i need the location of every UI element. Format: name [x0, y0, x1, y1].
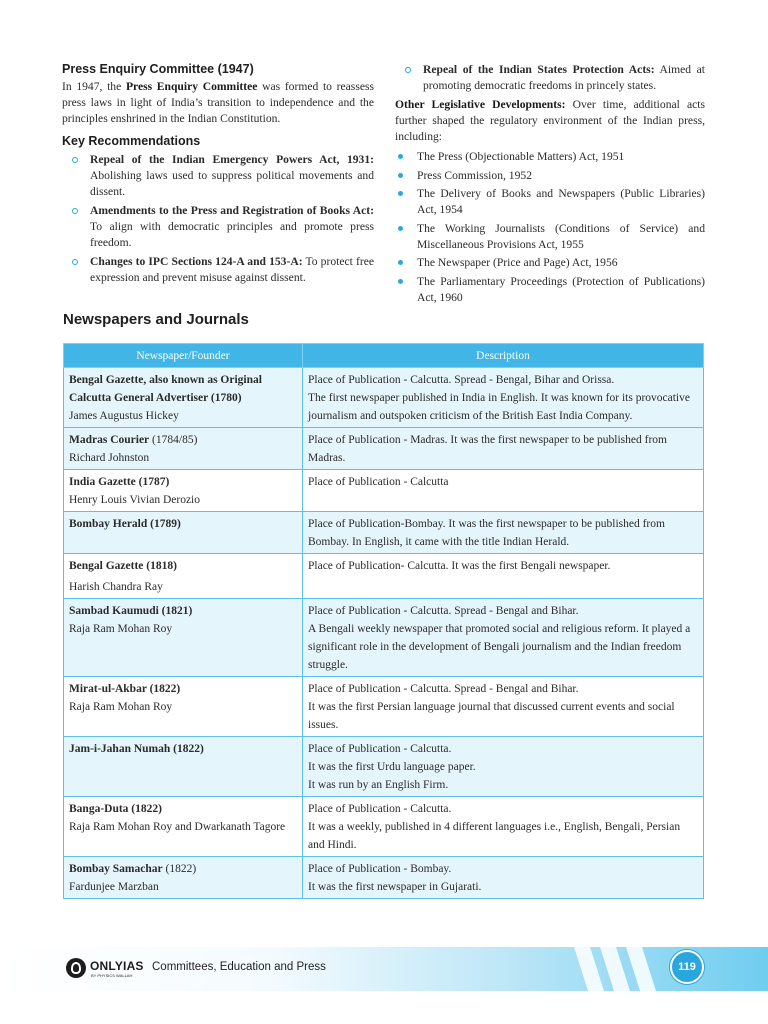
repeal-list [395, 62, 705, 94]
table-row: Banga-Duta (1822) Raja Ram Mohan Roy and Dwarkanath Tagore Place of Publication - Calcutta. It was a weekly, published in 4 different languages i.e., English, Bengali, Persian and Hindi. [64, 797, 704, 857]
list-item: The Working Journalists (Conditions of Service) and Miscellaneous Provisions Act, 1955 [395, 221, 705, 253]
circle-bullet-icon [72, 259, 78, 265]
brand-name: ONLYIAS [90, 959, 144, 973]
circle-bullet-icon [405, 67, 411, 73]
table-row: Madras Courier (1784/85) Richard Johnston Place of Publication - Madras. It was the first newspaper to be published from Madras. [64, 428, 704, 470]
right-column [395, 62, 705, 308]
newspapers-table [63, 343, 704, 899]
key-recommendations-heading: Key Recommendations [62, 134, 201, 148]
recommendations-list [62, 152, 374, 286]
list-item: The Parliamentary Proceedings (Protection of Publications) Act, 1960 [395, 274, 705, 306]
list-item: Changes to IPC Sections 124-A and 153-A: To protect free expression and prevent misuse against dissent. [62, 254, 374, 286]
dot-bullet-icon [398, 260, 403, 265]
brand-tagline: BY PHYSICS WALLAH [91, 973, 133, 978]
dot-bullet-icon [398, 173, 403, 178]
list-item: The Newspaper (Price and Page) Act, 1956 [395, 255, 705, 271]
table-row: Bombay Samachar (1822) Fardunjee Marzban Place of Publication - Bombay. It was the first newspaper in Gujarati. [64, 857, 704, 899]
footer-chapter-title: Committees, Education and Press [152, 961, 326, 973]
list-item: Press Commission, 1952 [395, 168, 705, 184]
acts-list [395, 149, 705, 306]
press-enquiry-intro: In 1947, the Press Enquiry Committee was formed to reassess press laws in light of India’s transition to independence and the principles enshrined in the Indian Constitution. [62, 80, 375, 125]
column-header: Newspaper/Founder [64, 344, 303, 368]
list-item: Amendments to the Press and Registration of Books Act: To align with democratic principles and promote press freedom. [62, 203, 374, 251]
dot-bullet-icon [398, 191, 403, 196]
table-row: Mirat-ul-Akbar (1822) Raja Ram Mohan Roy Place of Publication - Calcutta. Spread - Bengal and Bihar. It was the first Persian language journal that discussed current events and social issues. [64, 677, 704, 737]
table-row: Bombay Herald (1789) Place of Publication-Bombay. It was the first newspaper to be published from Bombay. In English, it came with the title Indian Herald. [64, 512, 704, 554]
table-row: Bengal Gazette (1818) Harish Chandra Ray Place of Publication- Calcutta. It was the first Bengali newspaper. [64, 554, 704, 599]
list-item: The Press (Objectionable Matters) Act, 1951 [395, 149, 705, 165]
page-number: 119 [670, 950, 704, 984]
list-item: The Delivery of Books and Newspapers (Public Libraries) Act, 1954 [395, 186, 705, 218]
column-header: Description [303, 344, 704, 368]
table-row: Sambad Kaumudi (1821) Raja Ram Mohan Roy Place of Publication - Calcutta. Spread - Bengal and Bihar. A Bengali weekly newspaper that promoted social and religious reform. It played a significant role in the development of Bengali journalism and the Indian freedom struggle. [64, 599, 704, 677]
press-enquiry-heading: Press Enquiry Committee (1947) [62, 62, 254, 76]
dot-bullet-icon [398, 279, 403, 284]
other-legislative-paragraph: Other Legislative Developments: Over time, additional acts further shaped the regulatory environment of the Indian press, including: [395, 98, 705, 143]
left-column [62, 62, 374, 289]
table-row: Bengal Gazette, also known as Original Calcutta General Advertiser (1780) James Augustus Hickey Place of Publication - Calcutta. Spread - Bengal, Bihar and Orissa. The first newspaper published in India in English. It was known for its provocative journalism and outspoken criticism of the British East India Company. [64, 368, 704, 428]
circle-bullet-icon [72, 157, 78, 163]
dot-bullet-icon [398, 226, 403, 231]
table-row: India Gazette (1787) Henry Louis Vivian Derozio Place of Publication - Calcutta [64, 470, 704, 512]
dot-bullet-icon [398, 154, 403, 159]
logo-icon [66, 958, 86, 978]
list-item: Repeal of the Indian Emergency Powers Act, 1931: Abolishing laws used to suppress political movements and dissent. [62, 152, 374, 200]
table-row: Jam-i-Jahan Numah (1822) Place of Publication - Calcutta. It was the first Urdu language paper. It was run by an English Firm. [64, 737, 704, 797]
circle-bullet-icon [72, 208, 78, 214]
chevron-decoration-icon [560, 947, 670, 991]
list-item: Repeal of the Indian States Protection Acts: Aimed at promoting democratic freedoms in princely states. [395, 62, 705, 94]
page-footer [0, 947, 768, 991]
section-title: Newspapers and Journals [63, 311, 249, 328]
